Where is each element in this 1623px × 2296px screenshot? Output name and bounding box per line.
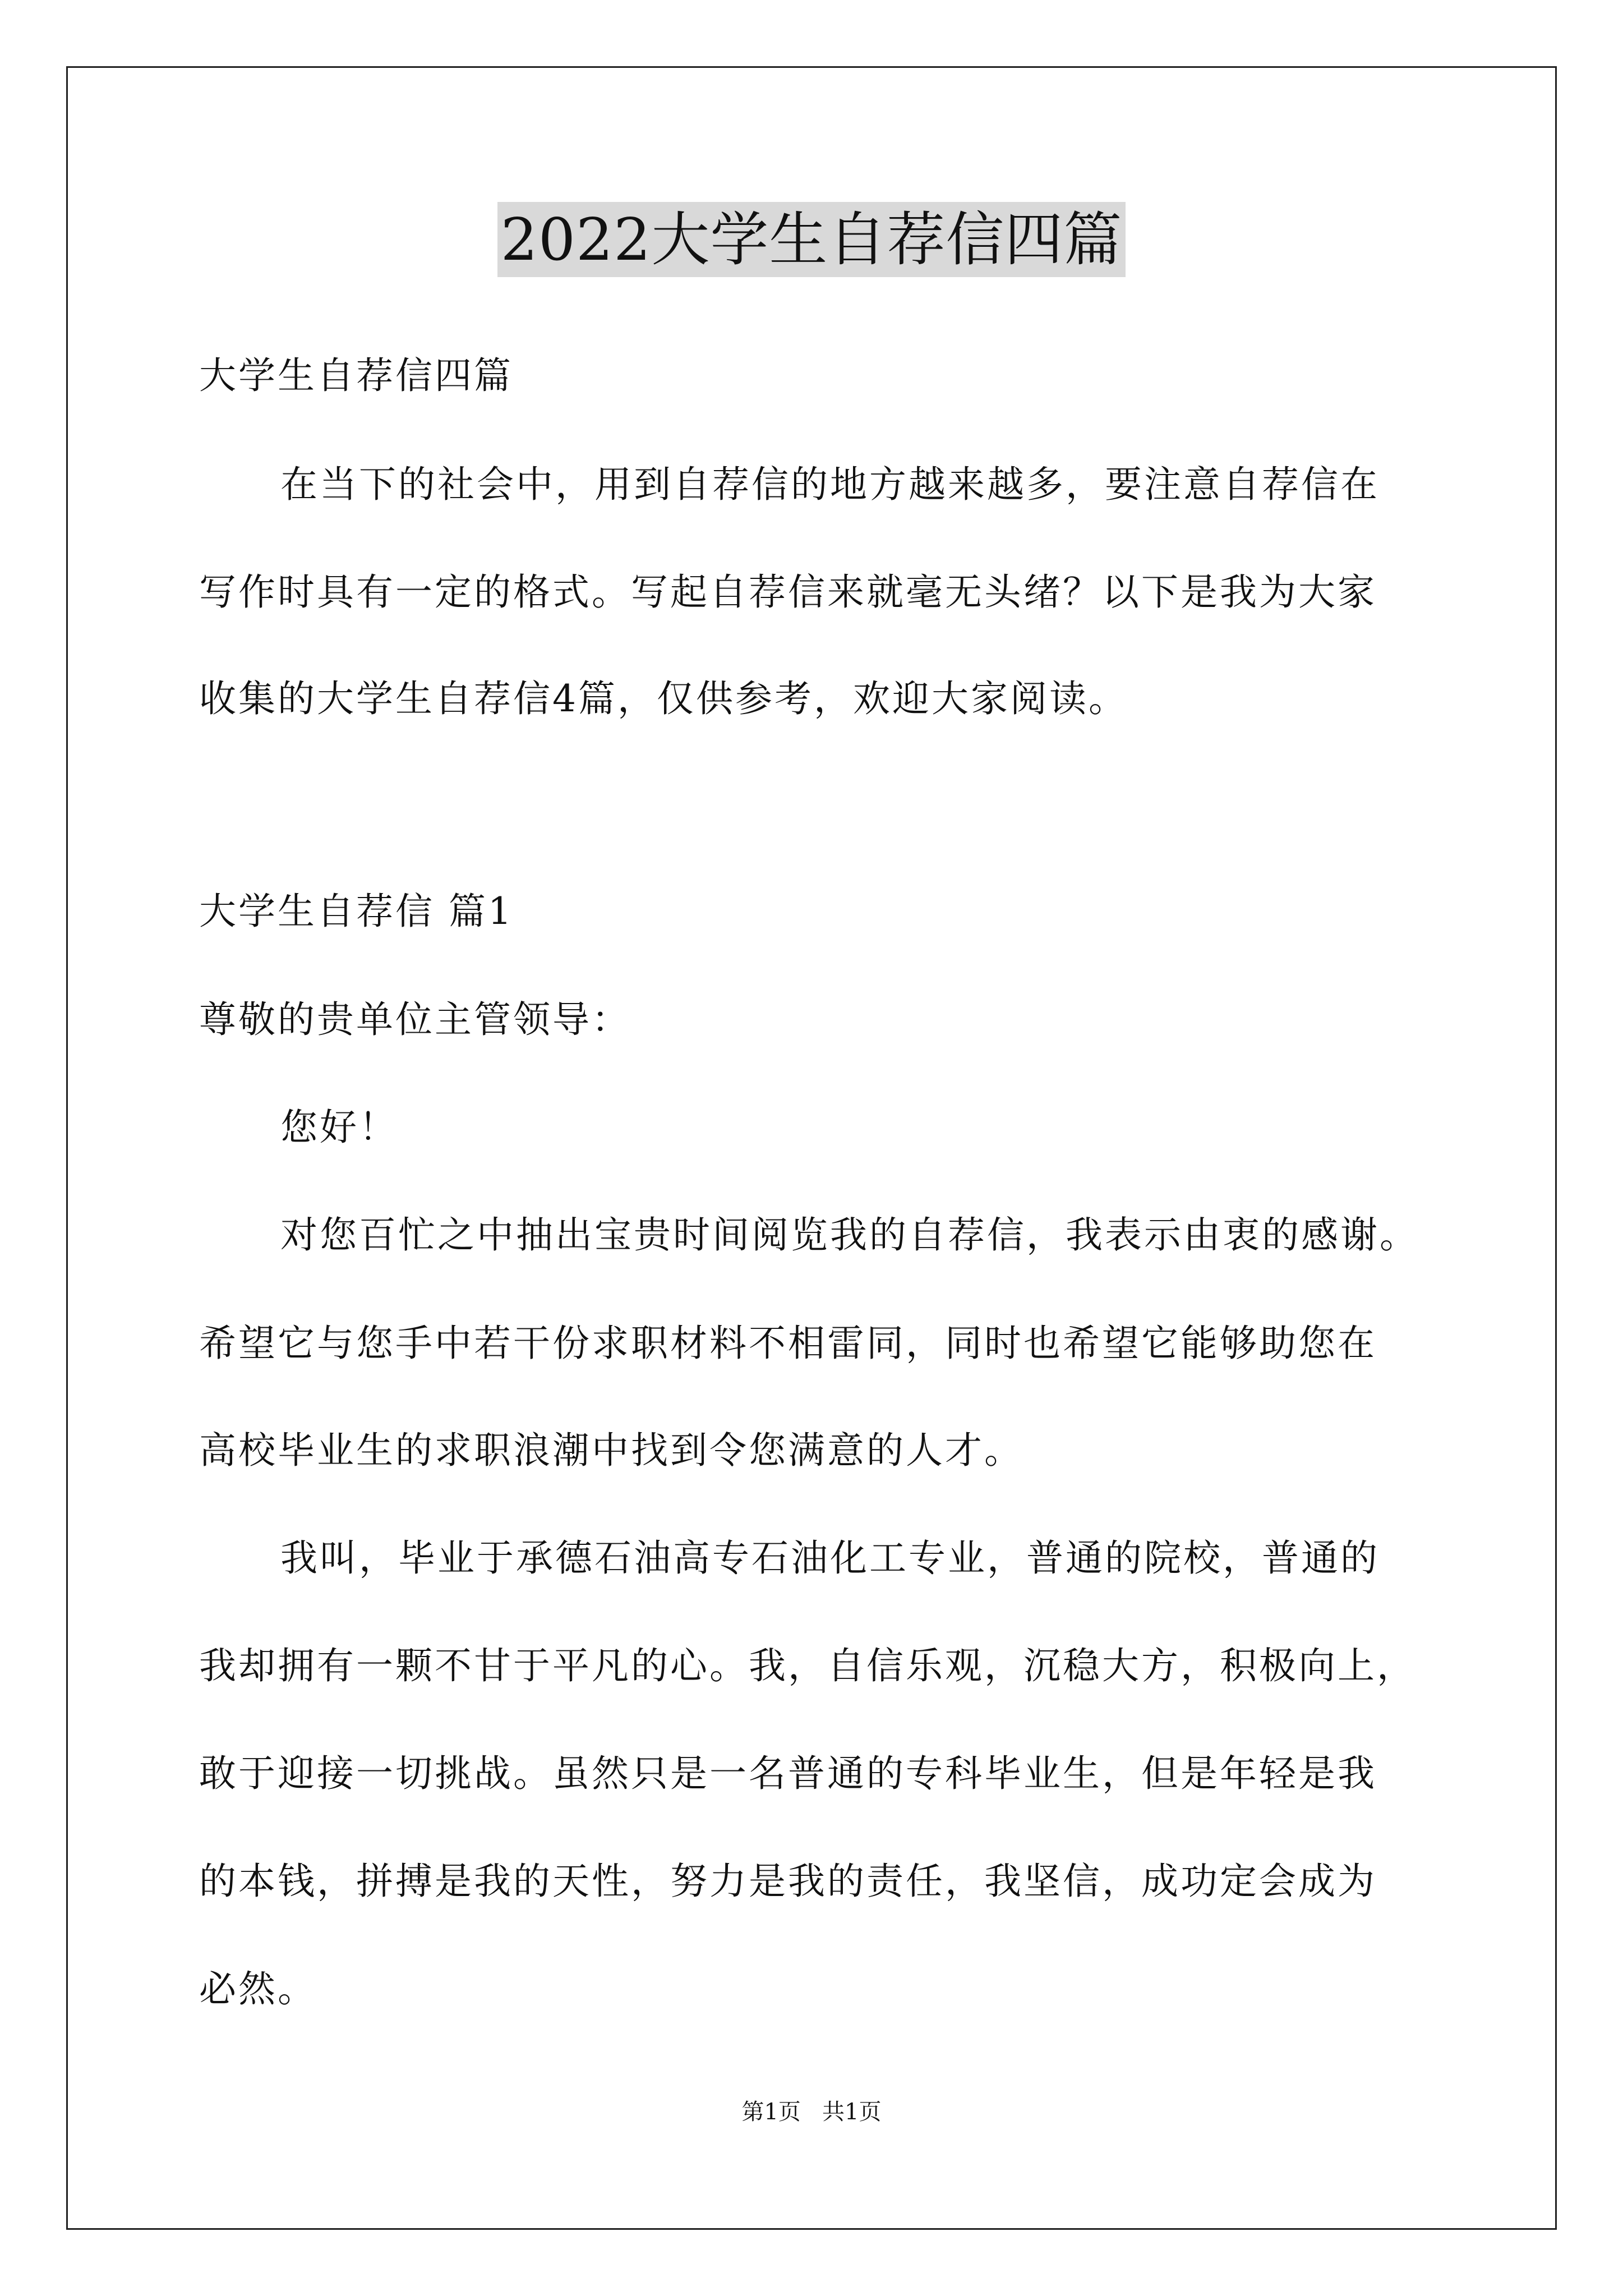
- text-line: 高校毕业生的求职浪潮中找到令您满意的人才。: [199, 1429, 1023, 1472]
- text-line: 必然。: [199, 1967, 317, 2010]
- text-line: 在当下的社会中，用到自荐信的地方越来越多，要注意自荐信在: [280, 463, 1380, 506]
- text-line: 写作时具有一定的格式。写起自荐信来就毫无头绪？以下是我为大家: [199, 570, 1377, 614]
- text-line: 收集的大学生自荐信4篇，仅供参考，欢迎大家阅读。: [199, 677, 1128, 720]
- text-line: 对您百忙之中抽出宝贵时间阅览我的自荐信，我表示由衷的感谢。: [280, 1213, 1419, 1257]
- document-title: 2022大学生自荐信四篇: [497, 202, 1126, 277]
- text-line: 的本钱，拼搏是我的天性，努力是我的责任，我坚信，成功定会成为: [199, 1860, 1377, 1903]
- title-container: [0, 202, 1623, 277]
- text-line: 我叫，毕业于承德石油高专石油化工专业，普通的院校，普通的: [280, 1536, 1380, 1580]
- text-line: 希望它与您手中若干份求职材料不相雷同，同时也希望它能够助您在: [199, 1322, 1377, 1365]
- text-line: 大学生自荐信 篇1: [199, 890, 514, 933]
- text-line: 您好！: [280, 1106, 398, 1149]
- text-line: 敢于迎接一切挑战。虽然只是一名普通的专科毕业生，但是年轻是我: [199, 1752, 1377, 1795]
- text-line: 我却拥有一颗不甘于平凡的心。我，自信乐观，沉稳大方，积极向上，: [199, 1644, 1416, 1687]
- text-line: 尊敬的贵单位主管领导：: [199, 998, 631, 1041]
- text-line: 大学生自荐信四篇: [199, 354, 513, 397]
- page-footer: 第1页 共1页: [741, 2099, 882, 2125]
